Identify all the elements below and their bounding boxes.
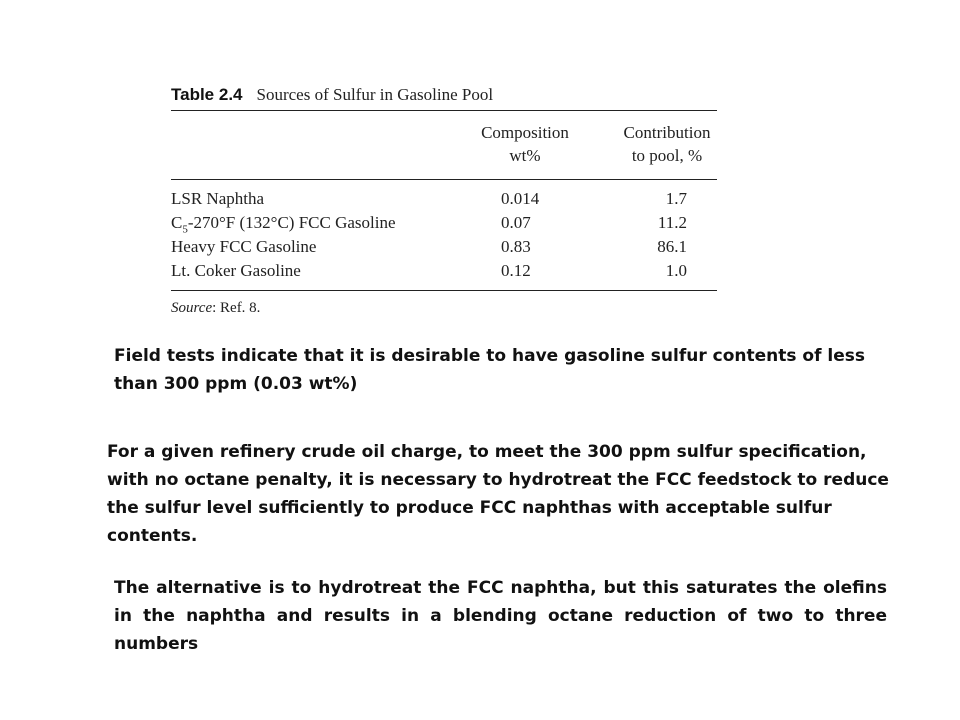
table-body xyxy=(171,180,717,290)
row-composition: 0.07 xyxy=(501,213,531,232)
row-name: LSR Naphtha xyxy=(171,189,265,208)
paragraph-hydrotreat-naphtha: The alternative is to hydrotreat the FCC naphtha, but this saturates the olefins in the naphtha and results in a blending octane reduction of two to three numbers xyxy=(114,578,887,654)
row-composition: 0.83 xyxy=(501,237,531,256)
table-bottom-rule xyxy=(171,290,717,291)
row-contribution: 1.7 xyxy=(665,189,687,208)
row-contribution: 1.0 xyxy=(665,261,687,280)
row-composition: 0.014 xyxy=(501,189,540,208)
paragraph-hydrotreat-feedstock: For a given refinery crude oil charge, to meet the 300 ppm sulfur specification, with no octane penalty, it is necessary to hydrotreat the FCC feedstock to reduce the sulfur level sufficiently to produce FCC naphthas with acceptable sulfur contents. xyxy=(107,442,889,546)
row-composition: 0.12 xyxy=(501,261,531,280)
paragraph-field-tests: Field tests indicate that it is desirable to have gasoline sulfur contents of less than 300 ppm (0.03 wt%) xyxy=(114,346,865,394)
row-name: $C_5-270^\circ F$ (132°C) FCC Gasoline xyxy=(171,213,396,236)
row-name: Heavy FCC Gasoline xyxy=(171,237,317,256)
table-number: Table 2.4 xyxy=(171,85,243,104)
contribution-header: Contribution to pool, % xyxy=(623,123,711,165)
table-row xyxy=(171,235,717,259)
table-title: Sources of Sulfur in Gasoline Pool xyxy=(256,85,494,104)
row-name: Lt. Coker Gasoline xyxy=(171,261,301,280)
composition-header: Composition wt% xyxy=(481,123,569,165)
table-source: Source: Ref. 8. xyxy=(171,300,261,316)
table-row xyxy=(171,259,717,283)
table-row xyxy=(171,187,717,211)
table-caption xyxy=(171,84,717,110)
sulfur-sources-table xyxy=(171,84,717,317)
table-row xyxy=(171,211,717,235)
row-contribution: 11.2 xyxy=(657,213,687,232)
row-contribution: 86.1 xyxy=(657,237,687,256)
table-header xyxy=(171,111,717,179)
